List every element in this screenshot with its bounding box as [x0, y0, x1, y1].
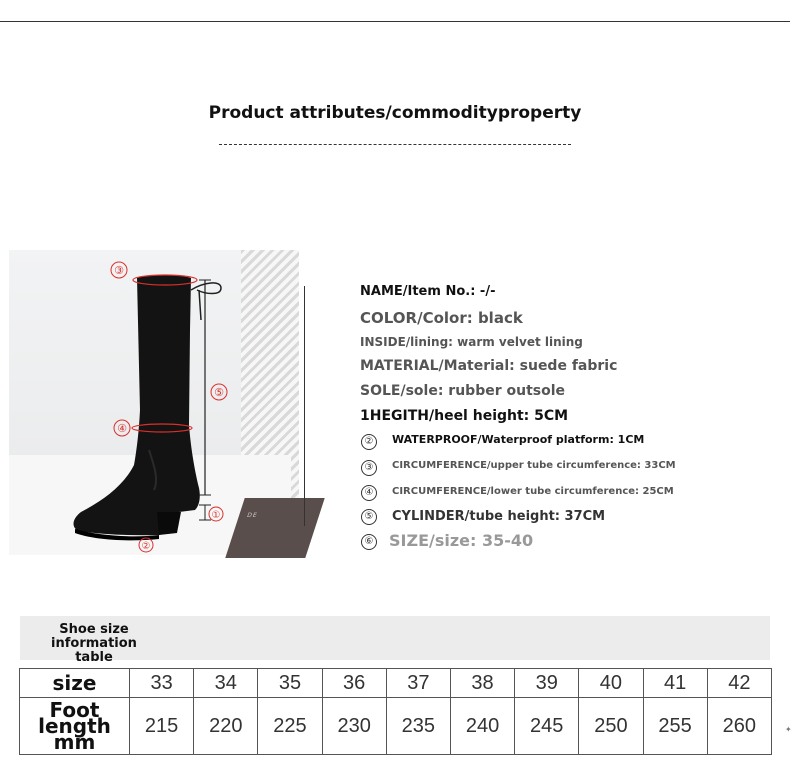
attr-inside: INSIDE/lining: warm velvet lining [360, 335, 583, 349]
number-4-badge: ④ [361, 485, 377, 501]
size-cell: 35 [258, 669, 322, 698]
size-cell: 34 [194, 669, 258, 698]
foot-length-row [20, 698, 772, 755]
foot-length-cell: 230 [322, 698, 386, 755]
number-5-badge: ⑤ [361, 509, 377, 525]
size-cell: 38 [450, 669, 514, 698]
attr-cylinder: CYLINDER/tube height: 37CM [392, 509, 606, 524]
number-2-badge: ② [361, 434, 377, 450]
size-row-label: size [20, 669, 130, 698]
foot-length-cell: 215 [130, 698, 194, 755]
boot-illustration [9, 250, 291, 555]
attr-color: COLOR/Color: black [360, 309, 523, 327]
section-title: Product attributes/commodityproperty [208, 103, 582, 123]
attr-name: NAME/Item No.: -/- [360, 284, 496, 299]
foot-length-cell: 255 [643, 698, 707, 755]
marker-2-text: ② [141, 541, 151, 552]
marker-5-text: ⑤ [214, 386, 224, 399]
marker-1-text: ① [211, 510, 221, 521]
title-dashed-divider [219, 144, 571, 145]
size-cell: 37 [386, 669, 450, 698]
size-table-header-text: Shoe size information table [51, 622, 137, 665]
product-photo [9, 250, 291, 555]
size-row [20, 669, 772, 698]
attr-material: MATERIAL/Material: suede fabric [360, 358, 618, 374]
marker-3-text: ③ [114, 264, 124, 277]
top-divider [0, 21, 790, 22]
boot-heel [157, 512, 181, 535]
foot-length-cell: 220 [194, 698, 258, 755]
foot-length-cell: 260 [707, 698, 771, 755]
size-cell: 41 [643, 669, 707, 698]
size-cell: 33 [130, 669, 194, 698]
foot-length-cell: 245 [515, 698, 579, 755]
foot-length-cell: 235 [386, 698, 450, 755]
foot-length-row-label: Foot length mm [20, 698, 130, 755]
size-table [19, 668, 772, 755]
attr-heel: 1HEGITH/heel height: 5CM [360, 408, 569, 424]
foot-length-cell: 225 [258, 698, 322, 755]
foot-length-cell: 240 [450, 698, 514, 755]
number-6-badge: ⑥ [361, 534, 377, 550]
attr-lower-circumference: CIRCUMFERENCE/lower tube circumference: 25CM [392, 486, 674, 497]
lace-bow [191, 283, 221, 320]
marker-4-text: ④ [117, 422, 127, 435]
size-cell: 36 [322, 669, 386, 698]
size-cell: 40 [579, 669, 643, 698]
foot-length-cell: 250 [579, 698, 643, 755]
attributes-divider [304, 286, 305, 526]
sparkle-icon: ✦ [785, 725, 792, 734]
attr-upper-circumference: CIRCUMFERENCE/upper tube circumference: 33CM [392, 460, 676, 471]
attr-sole: SOLE/sole: rubber outsole [360, 383, 566, 399]
attr-waterproof: WATERPROOF/Waterproof platform: 1CM [392, 433, 645, 446]
number-3-badge: ③ [361, 460, 377, 476]
boot-shape [74, 275, 200, 535]
book-label: DE [245, 512, 259, 519]
size-table-header [20, 616, 770, 665]
size-cell: 39 [515, 669, 579, 698]
size-cell: 42 [707, 669, 771, 698]
attr-size: SIZE/size: 35-40 [389, 531, 534, 550]
